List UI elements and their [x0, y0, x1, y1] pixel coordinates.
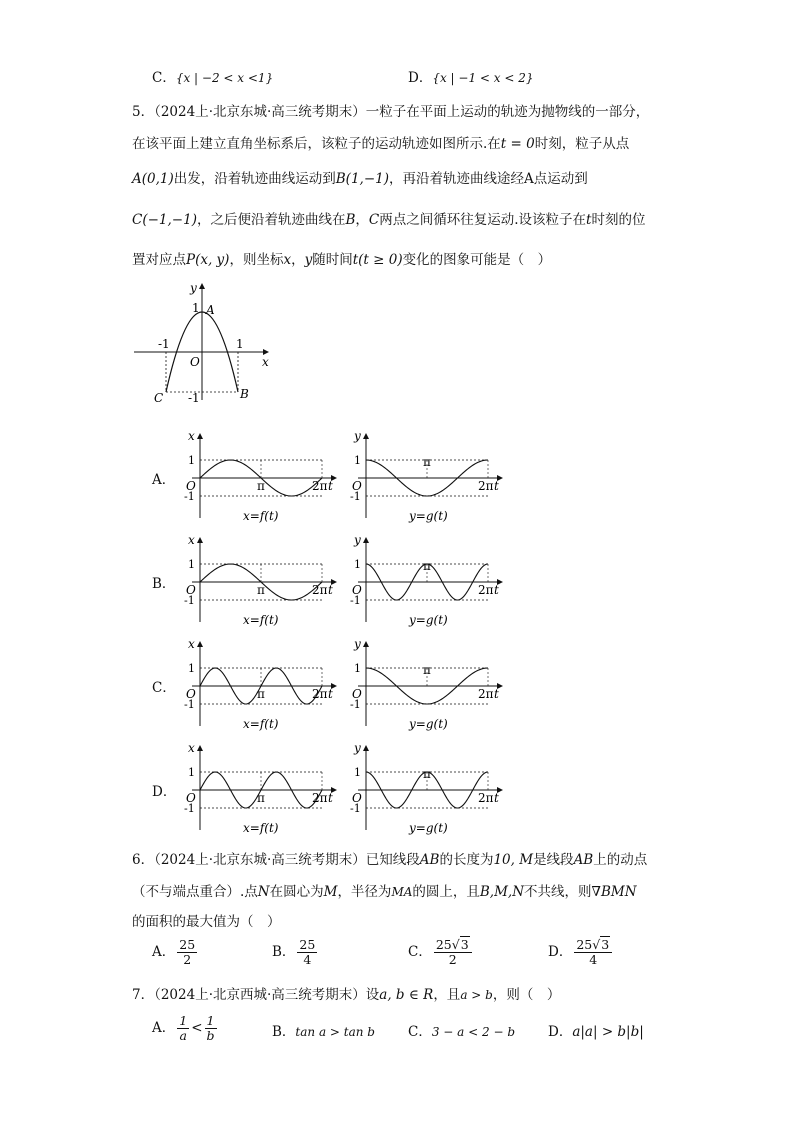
t-axis-label: t	[328, 583, 333, 597]
pi-label: π	[423, 663, 431, 677]
q7-option-c[interactable]: C．3 − a < 2 − b	[408, 1024, 515, 1040]
origin-label: O	[186, 479, 196, 493]
q6-line-2: （不与端点重合）.点N在圆心为M，半径为MA的圆上，且B,M,N不共线，则∇BMN	[132, 884, 637, 900]
q7-line-1: 7．（2024上·北京西城·高三统考期末）设a, b ∈ R，且a > b，则（ ）	[132, 987, 561, 1003]
t-axis-label: t	[494, 583, 499, 597]
fig-x-label: x	[262, 355, 269, 369]
two-pi-label: 2π	[478, 479, 494, 493]
q5-line-1: 5．（2024上·北京东城·高三统考期末）一粒子在平面上运动的轨迹为抛物线的一部分，	[132, 104, 650, 120]
graph-caption: x=f(t)	[243, 821, 279, 835]
value-axis-label: y	[354, 741, 361, 755]
tick-1-label: 1	[188, 558, 195, 571]
origin-label: O	[186, 791, 196, 805]
pi-label: π	[257, 583, 265, 597]
graph-caption: x=f(t)	[243, 509, 279, 523]
value-axis-label: x	[188, 741, 195, 755]
q5-option-a[interactable]: A．	[152, 472, 176, 488]
tick-1-label: 1	[354, 662, 361, 675]
graph-c-f	[178, 636, 338, 732]
q6-option-c[interactable]: C． $\frac{25√3}{2}$	[408, 938, 474, 967]
graph-caption: x=f(t)	[243, 717, 279, 731]
tick-neg1-label: -1	[184, 802, 195, 815]
tick-neg1-label: -1	[350, 490, 361, 503]
t-axis-label: t	[328, 479, 333, 493]
two-pi-label: 2π	[312, 791, 328, 805]
value-axis-label: y	[354, 637, 361, 651]
graph-d-g	[344, 740, 504, 836]
pi-label: π	[423, 559, 431, 573]
tick-1-label: 1	[188, 766, 195, 779]
t-axis-label: t	[328, 791, 333, 805]
q6-option-b[interactable]: B． $\frac{25}{4}$	[272, 937, 316, 967]
tick-1-label: 1	[188, 454, 195, 467]
graph-caption: y=g(t)	[409, 509, 448, 523]
fig-tick-neg1-y: -1	[188, 391, 200, 405]
origin-label: O	[186, 583, 196, 597]
graph-caption: y=g(t)	[409, 821, 448, 835]
tick-1-label: 1	[354, 766, 361, 779]
q7-option-d[interactable]: D．a|a| > b|b|	[548, 1024, 644, 1040]
origin-label: O	[352, 583, 362, 597]
fig-tick-1-x: 1	[236, 337, 244, 351]
fig-label-b: B	[240, 387, 249, 401]
q7-option-b[interactable]: B．tan a > tan b	[272, 1024, 375, 1040]
parabola-figure	[128, 278, 278, 408]
two-pi-label: 2π	[478, 583, 494, 597]
tick-neg1-label: -1	[350, 698, 361, 711]
t-axis-label: t	[328, 687, 333, 701]
fig-y-label: y	[190, 281, 197, 295]
origin-label: O	[352, 479, 362, 493]
graph-d-f	[178, 740, 338, 836]
graph-caption: y=g(t)	[409, 717, 448, 731]
pi-label: π	[257, 687, 265, 701]
fig-tick-neg1-x: -1	[158, 337, 170, 351]
two-pi-label: 2π	[312, 687, 328, 701]
tick-1-label: 1	[354, 454, 361, 467]
graph-a-g	[344, 428, 504, 524]
value-axis-label: y	[354, 533, 361, 547]
q6-line-3: 的面积的最大值为（ ）	[132, 914, 281, 930]
fig-origin: O	[190, 355, 200, 369]
two-pi-label: 2π	[312, 583, 328, 597]
pi-label: π	[257, 791, 265, 805]
q6-option-d[interactable]: D． $\frac{25√3}{4}$	[548, 938, 614, 967]
q4-option-d[interactable]: D．{x | −1 < x < 2}	[408, 70, 534, 86]
value-axis-label: x	[188, 429, 195, 443]
origin-label: O	[186, 687, 196, 701]
graph-c-g	[344, 636, 504, 732]
tick-neg1-label: -1	[184, 594, 195, 607]
pi-label: π	[257, 479, 265, 493]
graph-caption: x=f(t)	[243, 613, 279, 627]
fig-label-a: A	[206, 303, 215, 317]
graph-b-f	[178, 532, 338, 628]
pi-label: π	[423, 455, 431, 469]
tick-neg1-label: -1	[350, 802, 361, 815]
q4-option-c[interactable]: C．{x | −2 < x <1}	[152, 70, 274, 86]
q5-option-b[interactable]: B．	[152, 576, 176, 592]
tick-neg1-label: -1	[184, 698, 195, 711]
two-pi-label: 2π	[478, 791, 494, 805]
graph-caption: y=g(t)	[409, 613, 448, 627]
q5-line-4: C(−1,−1)，之后便沿着轨迹曲线在B，C两点之间循环往复运动.设该粒子在t时刻的位	[132, 212, 646, 228]
t-axis-label: t	[494, 479, 499, 493]
origin-label: O	[352, 791, 362, 805]
q5-option-d[interactable]: D．	[152, 784, 177, 800]
value-axis-label: x	[188, 533, 195, 547]
graph-b-g	[344, 532, 504, 628]
origin-label: O	[352, 687, 362, 701]
q5-line-2: 在该平面上建立直角坐标系后，该粒子的运动轨迹如图所示.在t = 0时刻，粒子从点	[132, 136, 630, 152]
two-pi-label: 2π	[312, 479, 328, 493]
tick-neg1-label: -1	[350, 594, 361, 607]
q7-option-a[interactable]: A． $\frac{1}{a}$ < $\frac{1}{b}$	[152, 1013, 215, 1043]
graph-a-f	[178, 428, 338, 524]
tick-1-label: 1	[188, 662, 195, 675]
value-axis-label: y	[354, 429, 361, 443]
fig-label-c: C	[154, 391, 164, 405]
q5-line-5: 置对应点P(x, y)，则坐标x，y随时间t(t ≥ 0)变化的图象可能是（ ）	[132, 252, 552, 268]
value-axis-label: x	[188, 637, 195, 651]
tick-neg1-label: -1	[184, 490, 195, 503]
q6-option-a[interactable]: A． $\frac{25}{2}$	[152, 937, 196, 967]
two-pi-label: 2π	[478, 687, 494, 701]
t-axis-label: t	[494, 791, 499, 805]
q5-option-c[interactable]: C．	[152, 680, 176, 696]
t-axis-label: t	[494, 687, 499, 701]
pi-label: π	[423, 767, 431, 781]
fig-tick-1-y: 1	[192, 301, 200, 315]
tick-1-label: 1	[354, 558, 361, 571]
q5-line-3: A(0,1)出发，沿着轨迹曲线运动到B(1,−1)，再沿着轨迹曲线途经A点运动到	[132, 171, 588, 187]
q6-line-1: 6．（2024上·北京东城·高三统考期末）已知线段AB的长度为10, M是线段AB上的动点	[132, 852, 648, 868]
